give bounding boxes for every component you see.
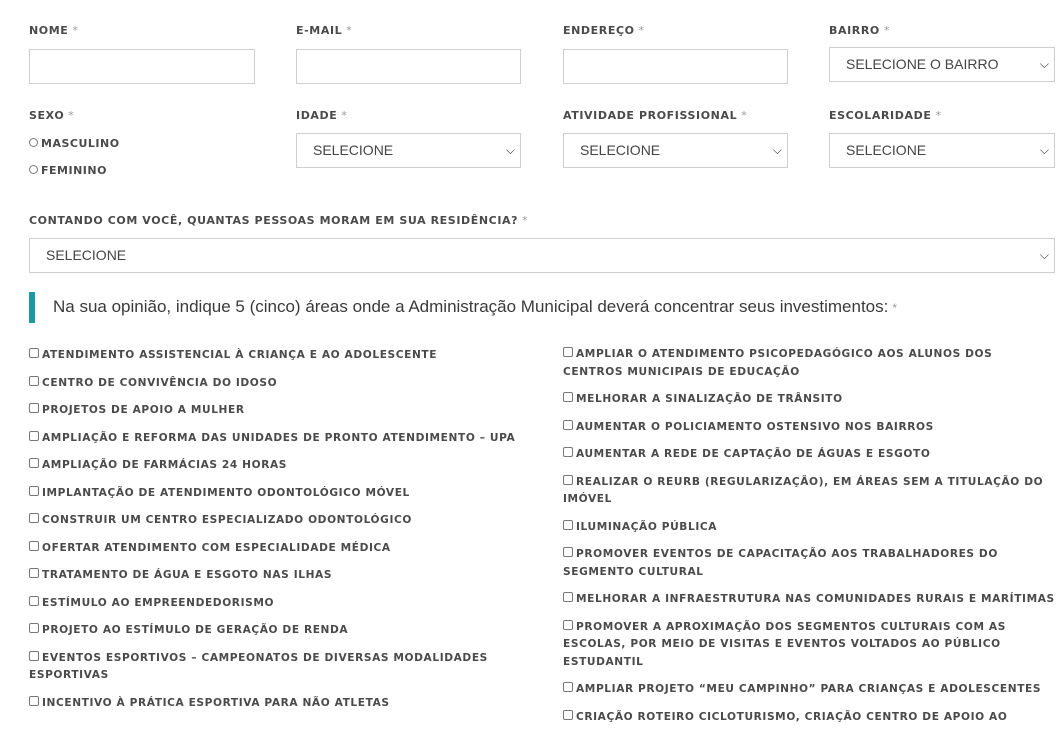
checkbox-item[interactable] xyxy=(563,391,1055,409)
checkbox-icon[interactable] xyxy=(29,568,39,578)
checkbox-item[interactable] xyxy=(29,567,529,585)
checkbox-label: REALIZAR O REURB (REGULARIZAÇÃO), EM ÁREAS SEM A TITULAÇÃO DO IMÓVEL xyxy=(563,475,1044,505)
checkbox-label: OFERTAR ATENDIMENTO COM ESPECIALIDADE MÉDICA xyxy=(42,541,391,554)
checkbox-item[interactable] xyxy=(563,619,1055,672)
checkbox-label: INCENTIVO À PRÁTICA ESPORTIVA PARA NÃO ATLETAS xyxy=(42,696,390,709)
areas-left-list xyxy=(29,347,529,722)
checkbox-label: AMPLIAR PROJETO “MEU CAMPINHO” PARA CRIANÇAS E ADOLESCENTES xyxy=(576,683,1042,695)
checkbox-icon[interactable] xyxy=(29,596,39,606)
checkbox-item[interactable] xyxy=(29,485,529,503)
checkbox-icon[interactable] xyxy=(29,376,39,386)
radio-circle-icon[interactable] xyxy=(29,138,38,147)
checkbox-icon[interactable] xyxy=(563,547,573,557)
chevron-down-icon: ⌵ xyxy=(1039,248,1049,262)
escolaridade-label: ESCOLARIDADE * xyxy=(829,109,942,122)
checkbox-label: ESTÍMULO AO EMPREENDEDORISMO xyxy=(42,596,275,609)
checkbox-icon[interactable] xyxy=(563,347,573,357)
checkbox-label: AMPLIAÇÃO E REFORMA DAS UNIDADES DE PRONTO ATENDIMENTO – UPA xyxy=(42,431,516,444)
checkbox-icon[interactable] xyxy=(29,696,39,706)
checkbox-label: MELHORAR A INFRAESTRUTURA NAS COMUNIDADES RURAIS E MARÍTIMAS xyxy=(576,593,1055,605)
checkbox-icon[interactable] xyxy=(563,520,573,530)
checkbox-label: AMPLIAÇÃO DE FARMÁCIAS 24 HORAS xyxy=(42,459,288,471)
section-title: Na sua opinião, indique 5 (cinco) áreas onde a Administração Municipal deverá concentrar seus investimentos: * xyxy=(53,297,898,316)
chevron-down-icon: ⌵ xyxy=(505,143,515,157)
nome-label: NOME * xyxy=(29,24,79,37)
checkbox-item[interactable] xyxy=(29,512,529,530)
checkbox-item[interactable] xyxy=(29,540,529,558)
checkbox-icon[interactable] xyxy=(29,431,39,441)
checkbox-item[interactable] xyxy=(563,446,1055,464)
checkbox-icon[interactable] xyxy=(29,348,39,358)
checkbox-item[interactable] xyxy=(29,347,529,365)
idade-label: IDADE * xyxy=(296,109,348,122)
pessoas-select[interactable]: SELECIONE ⌵ xyxy=(29,238,1055,273)
checkbox-item[interactable] xyxy=(563,681,1055,699)
checkbox-icon[interactable] xyxy=(29,651,39,661)
chevron-down-icon: ⌵ xyxy=(772,143,782,157)
checkbox-item[interactable] xyxy=(563,709,1055,727)
checkbox-icon[interactable] xyxy=(29,486,39,496)
checkbox-label: TRATAMENTO DE ÁGUA E ESGOTO NAS ILHAS xyxy=(42,569,333,581)
checkbox-item[interactable] xyxy=(29,695,529,713)
checkbox-label: ATENDIMENTO ASSISTENCIAL À CRIANÇA E AO ADOLESCENTE xyxy=(42,349,438,361)
checkbox-label: CENTRO DE CONVIVÊNCIA DO IDOSO xyxy=(42,376,278,389)
checkbox-label: AUMENTAR O POLICIAMENTO OSTENSIVO NOS BAIRROS xyxy=(576,420,934,433)
checkbox-icon[interactable] xyxy=(563,475,573,485)
checkbox-item[interactable] xyxy=(29,457,529,475)
checkbox-item[interactable] xyxy=(29,622,529,640)
checkbox-label: AMPLIAR O ATENDIMENTO PSICOPEDAGÓGICO AOS ALUNOS DOS CENTROS MUNICIPAIS DE EDUCAÇÃO xyxy=(563,348,993,378)
checkbox-icon[interactable] xyxy=(563,620,573,630)
radio-masculino[interactable]: MASCULINO xyxy=(29,137,120,150)
checkbox-item[interactable] xyxy=(29,375,529,393)
checkbox-item[interactable] xyxy=(563,474,1055,509)
escolaridade-select[interactable]: SELECIONE ⌵ xyxy=(829,133,1055,168)
checkbox-label: PROMOVER A APROXIMAÇÃO DOS SEGMENTOS CULTURAIS COM AS ESCOLAS, POR MEIO DE VISITAS E EVENTOS VOLTADOS AO PÚBLICO ESTUDANTIL xyxy=(563,620,1006,668)
atividade-label: ATIVIDADE PROFISSIONAL * xyxy=(563,109,748,122)
checkbox-icon[interactable] xyxy=(563,592,573,602)
checkbox-label: PROJETO AO ESTÍMULO DE GERAÇÃO DE RENDA xyxy=(42,624,349,636)
checkbox-label: ILUMINAÇÃO PÚBLICA xyxy=(576,520,718,533)
checkbox-icon[interactable] xyxy=(563,710,573,720)
checkbox-icon[interactable] xyxy=(29,541,39,551)
radio-circle-icon[interactable] xyxy=(29,165,38,174)
checkbox-item[interactable] xyxy=(563,419,1055,437)
radio-feminino[interactable]: FEMININO xyxy=(29,164,107,177)
checkbox-icon[interactable] xyxy=(563,420,573,430)
checkbox-label: CONSTRUIR UM CENTRO ESPECIALIZADO ODONTOLÓGICO xyxy=(42,514,412,526)
atividade-select[interactable]: SELECIONE ⌵ xyxy=(563,133,788,168)
checkbox-item[interactable] xyxy=(563,546,1055,581)
checkbox-item[interactable] xyxy=(29,402,529,420)
checkbox-item[interactable] xyxy=(29,650,529,685)
chevron-down-icon: ⌵ xyxy=(1039,57,1049,71)
section-accent-bar xyxy=(29,292,35,323)
checkbox-item[interactable] xyxy=(563,519,1055,537)
checkbox-item[interactable] xyxy=(563,591,1055,609)
pessoas-label: CONTANDO COM VOCÊ, QUANTAS PESSOAS MORAM EM SUA RESIDÊNCIA? * xyxy=(29,214,529,227)
bairro-label: BAIRRO * xyxy=(829,24,890,37)
chevron-down-icon: ⌵ xyxy=(1039,143,1049,157)
checkbox-label: MELHORAR A SINALIZAÇÃO DE TRÂNSITO xyxy=(576,393,843,405)
checkbox-label: AUMENTAR A REDE DE CAPTAÇÃO DE ÁGUAS E ESGOTO xyxy=(576,448,931,460)
checkbox-icon[interactable] xyxy=(563,392,573,402)
idade-select[interactable]: SELECIONE ⌵ xyxy=(296,133,521,168)
areas-right-list xyxy=(563,346,1055,736)
checkbox-label: PROMOVER EVENTOS DE CAPACITAÇÃO AOS TRABALHADORES DO SEGMENTO CULTURAL xyxy=(563,548,998,578)
checkbox-item[interactable] xyxy=(29,430,529,448)
endereco-label: ENDEREÇO * xyxy=(563,24,645,37)
bairro-select[interactable]: SELECIONE O BAIRRO ⌵ xyxy=(829,47,1055,82)
checkbox-label: IMPLANTAÇÃO DE ATENDIMENTO ODONTOLÓGICO MÓVEL xyxy=(42,486,410,499)
checkbox-icon[interactable] xyxy=(29,403,39,413)
checkbox-label: PROJETOS DE APOIO A MULHER xyxy=(42,404,245,416)
checkbox-icon[interactable] xyxy=(29,513,39,523)
checkbox-item[interactable] xyxy=(29,595,529,613)
email-input[interactable] xyxy=(296,49,521,84)
email-label: E-MAIL * xyxy=(296,24,353,37)
checkbox-icon[interactable] xyxy=(563,682,573,692)
checkbox-icon[interactable] xyxy=(563,447,573,457)
checkbox-icon[interactable] xyxy=(29,458,39,468)
nome-input[interactable] xyxy=(29,49,255,84)
checkbox-icon[interactable] xyxy=(29,623,39,633)
checkbox-item[interactable] xyxy=(563,346,1055,381)
checkbox-label: EVENTOS ESPORTIVOS – CAMPEONATOS DE DIVERSAS MODALIDADES ESPORTIVAS xyxy=(29,651,488,681)
endereco-input[interactable] xyxy=(563,49,788,84)
checkbox-label: CRIAÇÃO ROTEIRO CICLOTURISMO, CRIAÇÃO CENTRO DE APOIO AO xyxy=(576,710,1008,723)
sexo-label: SEXO * xyxy=(29,109,75,122)
